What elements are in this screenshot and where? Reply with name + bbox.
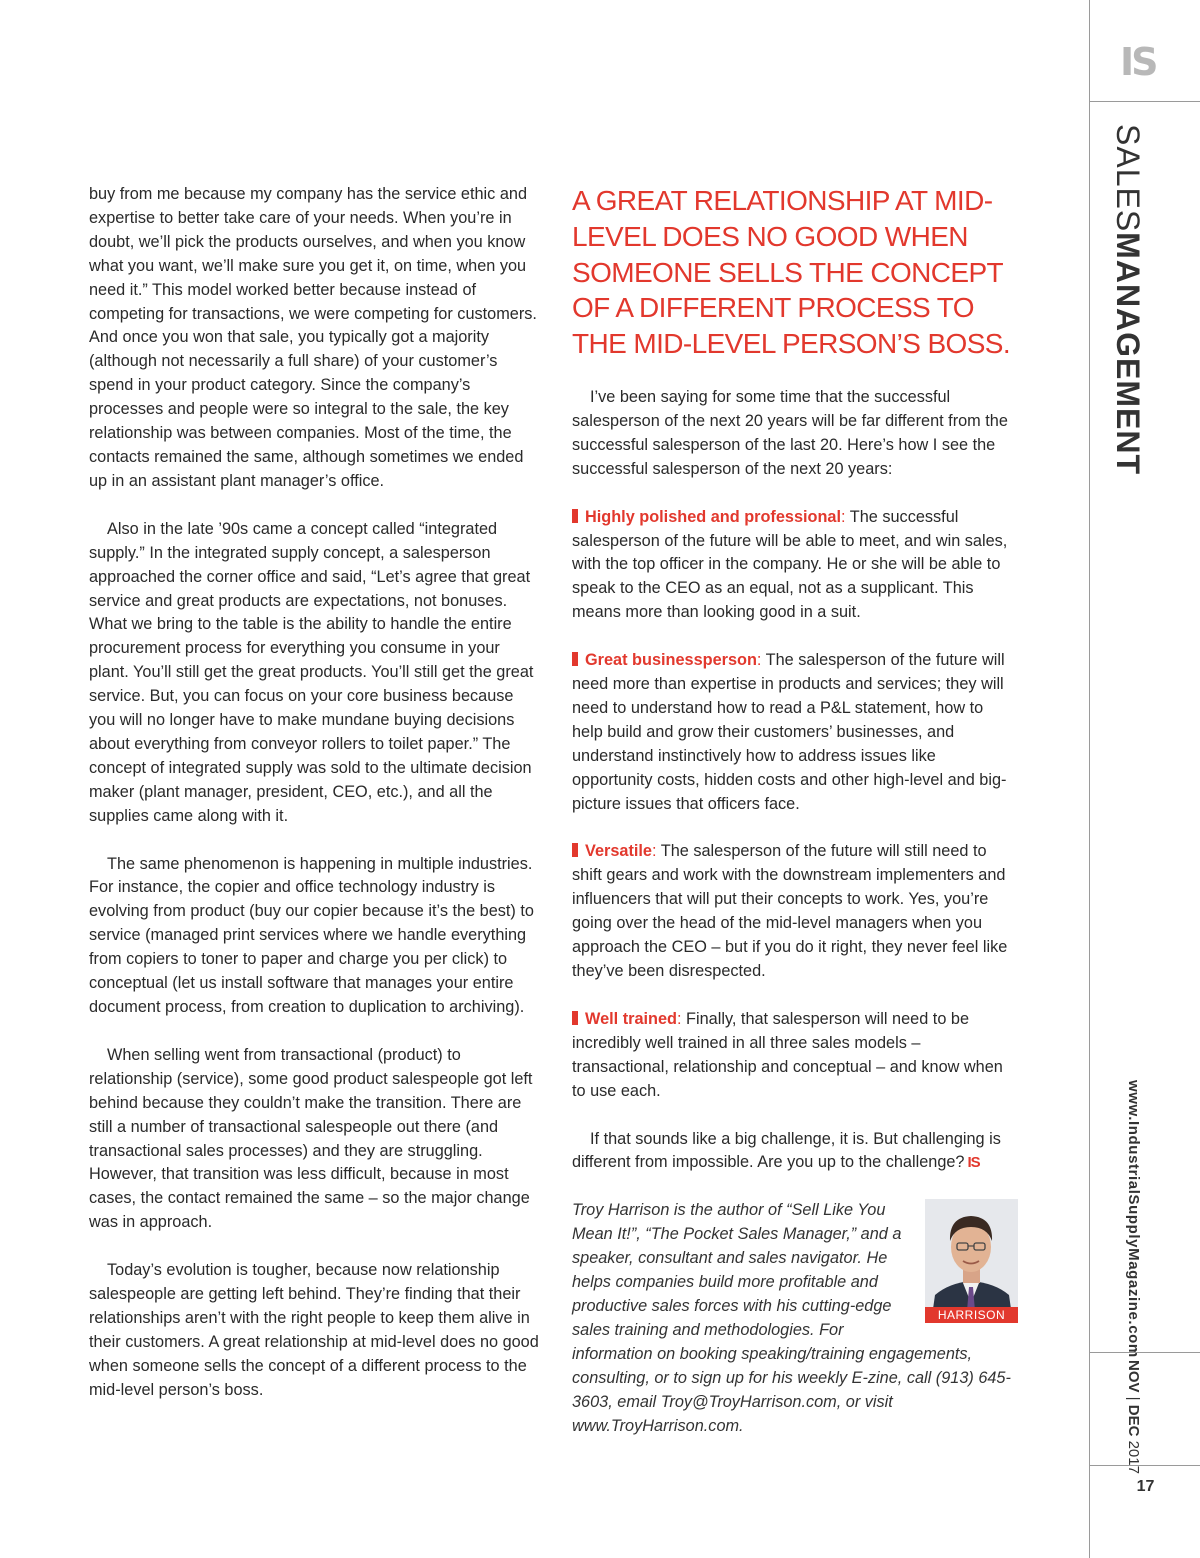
author-bio [572, 1199, 1018, 1438]
bullet-marker-icon [572, 1011, 578, 1025]
website-url: www.IndustrialSupplyMagazine.com [1125, 1080, 1142, 1358]
closing-paragraph [572, 1128, 1018, 1176]
article-paragraph: Also in the late ’90s came a concept called “integrated supply.” In the integrated supply concept, a salesperson approached the corner office and said, “Let’s agree that great service and great products are expectations, not bonuses. What we bring to the table is the ability to handle the entire procurement process for everything you consume in your plant. You’ll still get the great products. You’ll still get the great service. But, you can focus on your core business because you will no longer have to make mundane buying decisions about everything from conveyor rollers to toilet paper.” The concept of integrated supply was sold to the ultimate decision maker (plant manager, president, CEO, etc.), and all the supplies came along with it. [89, 519, 534, 825]
bullet-marker-icon [572, 652, 578, 666]
bullet-title: Highly polished and professional [585, 507, 842, 526]
bullet-colon: : [756, 651, 762, 670]
bullet-text: The successful salesperson of the future will be able to meet, and win sales, with the top officer in the company. He or she will be able to speak to the CEO as an equal, not as a supplicant. This means more than looking good in a suit. [572, 507, 1008, 622]
bullet-marker-icon [572, 843, 578, 857]
end-mark-logo: IS [967, 1154, 980, 1172]
article-left-column [89, 183, 541, 1427]
sidebar-divider [1090, 101, 1200, 102]
article-paragraph: When selling went from transactional (product) to relationship (service), some good product salespeople got left behind because they couldn’t make the transition. There are still a number of transactional salespeople out there (and transactional sales processes) and they are struggling. However, that transition was less difficult, because in most cases, the contact remained the same – so the major change was in approach. [89, 1045, 533, 1232]
issue-date [1125, 1360, 1142, 1474]
bullet-title: Well trained [585, 1009, 677, 1028]
issue-month-nov: NOV [1125, 1360, 1142, 1393]
page-sidebar [1089, 0, 1200, 1558]
bullet-title: Versatile [585, 842, 652, 861]
article-right-column [572, 183, 1018, 1438]
bullet-item [572, 840, 1018, 983]
closing-text: If that sounds like a big challenge, it is. But challenging is different from impossible. Are you up to the challenge? [572, 1129, 1001, 1172]
intro-paragraph: I’ve been saying for some time that the successful salesperson of the next 20 years will be far different from the successful salesperson of the last 20. Here’s how I see the successful salesperson of the next 20 years: [572, 387, 1008, 478]
sidebar-divider [1090, 1465, 1200, 1466]
bullet-colon: : [676, 1009, 682, 1028]
bullet-text: Finally, that salesperson will need to be incredibly well trained in all three sales models – transactional, relationship and conceptual – and know when to use each. [572, 1009, 1003, 1100]
bullet-item [572, 506, 1018, 626]
article-paragraph: Today’s evolution is tougher, because now relationship salespeople are getting left behind. They’re finding that their relationships aren’t with the right people to keep them alive in their customers. A great relationship at mid-level does no good when someone sells the concept of a different process to the mid-level person’s boss. [89, 1261, 539, 1399]
article-paragraph: buy from me because my company has the service ethic and expertise to better take care of your needs. When you’re in doubt, we’ll pick the products ourselves, and when you know what you want, we’ll make sure you get it, on time, when you need it.” This model worked better because instead of competing for transactions, we were competing for customers. And once you won that sale, you typically got a majority (although not necessarily a full share) of your customer’s spend in your product category. Since the company’s processes and people were so integral to the sale, the key relationship was between companies. Most of the time, the contacts remained the same, although sometimes we ended up in an assistant plant manager’s office. [89, 185, 537, 490]
section-title [1109, 124, 1146, 475]
pull-quote: A GREAT RELATIONSHIP AT MID-LEVEL DOES NO GOOD WHEN SOMEONE SELLS THE CONCEPT OF A DIFFERENT PROCESS TO THE MID-LEVEL PERSON’S BOSS. [572, 185, 1011, 360]
issue-separator: | [1125, 1392, 1142, 1405]
author-headshot [925, 1199, 1018, 1323]
author-bio-text: Troy Harrison is the author of “Sell Like You Mean It!”, “The Pocket Sales Manager,” and a speaker, consultant and sales navigator. He helps companies build more profitable and productive sales forces with his cutting-edge sales training and methodologies. For information on booking speaking/training engagements, consulting, or to sign up for his weekly E-zine, call (913) 645-3603, email Troy@TroyHarrison.com, or visit www.TroyHarrison.com. [572, 1201, 1011, 1435]
section-title-bold: MANAGEMENT [1110, 232, 1146, 476]
bullet-colon: : [652, 842, 657, 861]
headshot-caption: HARRISON [925, 1307, 1018, 1323]
bullet-title: Great businessperson [585, 651, 757, 670]
bullet-colon: : [841, 507, 846, 526]
author-portrait-icon [925, 1199, 1018, 1323]
bullet-marker-icon [572, 509, 578, 523]
bullet-text: The salesperson of the future will need more than expertise in products and services; they will need to understand how to read a P&L statement, how to help build and grow their customers’ businesses, and understand instinctively how to address issues like opportunity costs, hidden costs and other high-level and big-picture issues that officers face. [572, 651, 1007, 813]
bullet-text: The salesperson of the future will still need to shift gears and work with the downstream implementers and influencers that will put their concepts to work. Yes, you’re going over the head of the mid-level managers when you approach the CEO – but if you do it right, they never feel like they’ve been disrespected. [572, 842, 1008, 981]
article-paragraph: The same phenomenon is happening in multiple industries. For instance, the copier and office technology industry is evolving from product (buy our copier because it’s the best) to service (managed print services where we handle everything from copiers to toner to paper and charge you per click) to conceptual (let us install software that manages your entire document process, from creation to duplication to archiving). [89, 854, 534, 1016]
bullet-item [572, 649, 1018, 816]
page-number: 17 [1136, 1478, 1155, 1495]
sidebar-divider [1090, 1352, 1200, 1353]
magazine-logo: IS [1120, 40, 1156, 84]
issue-year: 2017 [1125, 1436, 1142, 1474]
section-title-light: SALES [1110, 124, 1146, 233]
issue-month-dec: DEC [1125, 1404, 1142, 1437]
bullet-item [572, 1008, 1018, 1104]
